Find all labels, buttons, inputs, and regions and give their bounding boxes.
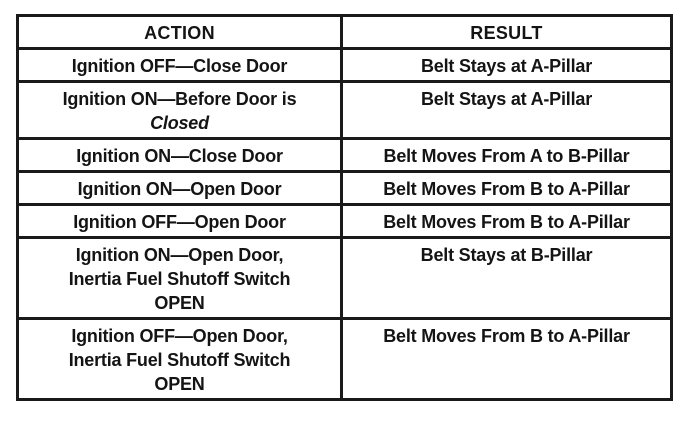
action-cell — [18, 238, 342, 319]
action-cell — [18, 49, 342, 82]
action-result-table — [16, 14, 673, 401]
result-cell — [342, 205, 672, 238]
table-header-row — [18, 16, 672, 49]
action-cell — [18, 82, 342, 139]
action-cell — [18, 172, 342, 205]
result-text: Belt Moves From B to A-Pillar — [383, 212, 630, 232]
result-cell — [342, 82, 672, 139]
result-text: Belt Stays at A-Pillar — [421, 56, 592, 76]
table-row — [18, 238, 672, 319]
result-text: Belt Moves From A to B-Pillar — [383, 146, 630, 166]
action-cell — [18, 319, 342, 400]
result-cell — [342, 319, 672, 400]
result-text: Belt Stays at A-Pillar — [421, 89, 592, 109]
table-row — [18, 139, 672, 172]
action-text-line: OPEN — [154, 293, 205, 313]
result-cell — [342, 49, 672, 82]
result-cell — [342, 238, 672, 319]
action-cell — [18, 205, 342, 238]
result-cell — [342, 139, 672, 172]
table-row — [18, 319, 672, 400]
action-cell — [18, 139, 342, 172]
table-row — [18, 172, 672, 205]
document-page — [16, 14, 670, 427]
action-text-line: Ignition ON—Before Door is — [62, 89, 297, 109]
action-text-line: Ignition OFF—Open Door, — [71, 326, 288, 346]
action-text-line: OPEN — [154, 374, 205, 394]
action-text: Ignition OFF—Open Door — [73, 212, 286, 232]
result-text: Belt Moves From B to A-Pillar — [383, 179, 630, 199]
action-text-line: Inertia Fuel Shutoff Switch — [68, 350, 291, 370]
action-text-line: Ignition ON—Open Door, — [75, 245, 284, 265]
action-text: Ignition ON—Close Door — [76, 146, 283, 166]
action-column-header: ACTION — [18, 16, 342, 49]
action-text-line: Closed — [150, 113, 209, 133]
result-column-header: RESULT — [342, 16, 672, 49]
result-text: Belt Moves From B to A-Pillar — [383, 326, 630, 346]
action-text: Ignition ON—Open Door — [77, 179, 282, 199]
table-row — [18, 205, 672, 238]
result-text: Belt Stays at B-Pillar — [420, 245, 593, 265]
action-text-line: Inertia Fuel Shutoff Switch — [68, 269, 291, 289]
table-row — [18, 82, 672, 139]
action-text: Ignition OFF—Close Door — [71, 56, 288, 76]
table-row — [18, 49, 672, 82]
result-cell — [342, 172, 672, 205]
